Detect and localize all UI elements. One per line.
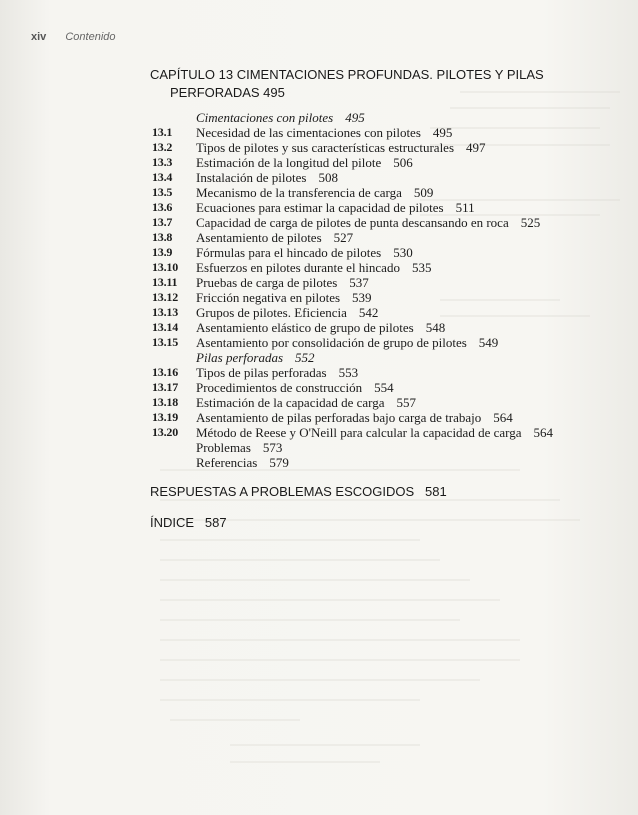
toc-subheading: Cimentaciones con pilotes 495 — [196, 110, 365, 125]
toc-entry: 13.3 Estimación de la longitud del pilote 506 — [152, 155, 413, 170]
page-number: xiv — [31, 31, 47, 43]
chapter-heading — [150, 66, 590, 102]
toc-entry: 13.12 Fricción negativa en pilotes 539 — [152, 290, 372, 305]
toc-entry: 13.6 Ecuaciones para estimar la capacidad de pilotes 511 — [152, 200, 475, 215]
toc-entry: 13.10 Esfuerzos en pilotes durante el hincado 535 — [152, 260, 432, 275]
toc-entry: Problemas 573 — [196, 440, 283, 455]
toc-entry: 13.5 Mecanismo de la transferencia de carga 509 — [152, 185, 434, 200]
toc-entry: Referencias 579 — [196, 455, 289, 470]
toc-entry: 13.9 Fórmulas para el hincado de pilotes 530 — [152, 245, 413, 260]
toc-entry: 13.16 Tipos de pilas perforadas 553 — [152, 365, 359, 380]
toc-entry: 13.14 Asentamiento elástico de grupo de pilotes 548 — [152, 320, 446, 335]
toc-entry: 13.7 Capacidad de carga de pilotes de punta descansando en roca 525 — [152, 215, 541, 230]
toc-entries — [152, 110, 632, 470]
toc-entry: 13.11 Pruebas de carga de pilotes 537 — [152, 275, 369, 290]
toc-entry: 13.8 Asentamiento de pilotes 527 — [152, 230, 354, 245]
toc-entry: 13.18 Estimación de la capacidad de carga 557 — [152, 395, 417, 410]
toc-entry: 13.13 Grupos de pilotes. Eficiencia 542 — [152, 305, 379, 320]
toc-entry: 13.17 Procedimientos de construcción 554 — [152, 380, 394, 395]
index-heading: ÍNDICE 587 — [150, 515, 227, 530]
chapter-title-line-1: CAPÍTULO 13 CIMENTACIONES PROFUNDAS. PILOTES Y PILAS — [150, 67, 544, 82]
answers-heading: RESPUESTAS A PROBLEMAS ESCOGIDOS 581 — [150, 484, 447, 499]
chapter-title-line-2: PERFORADAS 495 — [170, 85, 285, 100]
toc-entry: 13.4 Instalación de pilotes 508 — [152, 170, 338, 185]
running-header — [31, 31, 116, 43]
toc-entry: 13.19 Asentamiento de pilas perforadas bajo carga de trabajo 564 — [152, 410, 513, 425]
toc-entry: 13.1 Necesidad de las cimentaciones con pilotes 495 — [152, 125, 453, 140]
toc-entry: 13.2 Tipos de pilotes y sus características estructurales 497 — [152, 140, 486, 155]
running-title: Contenido — [65, 31, 116, 43]
toc-entry: 13.20 Método de Reese y O'Neill para calcular la capacidad de carga 564 — [152, 425, 553, 440]
toc-subheading: Pilas perforadas 552 — [196, 350, 315, 365]
toc-entry: 13.15 Asentamiento por consolidación de grupo de pilotes 549 — [152, 335, 499, 350]
